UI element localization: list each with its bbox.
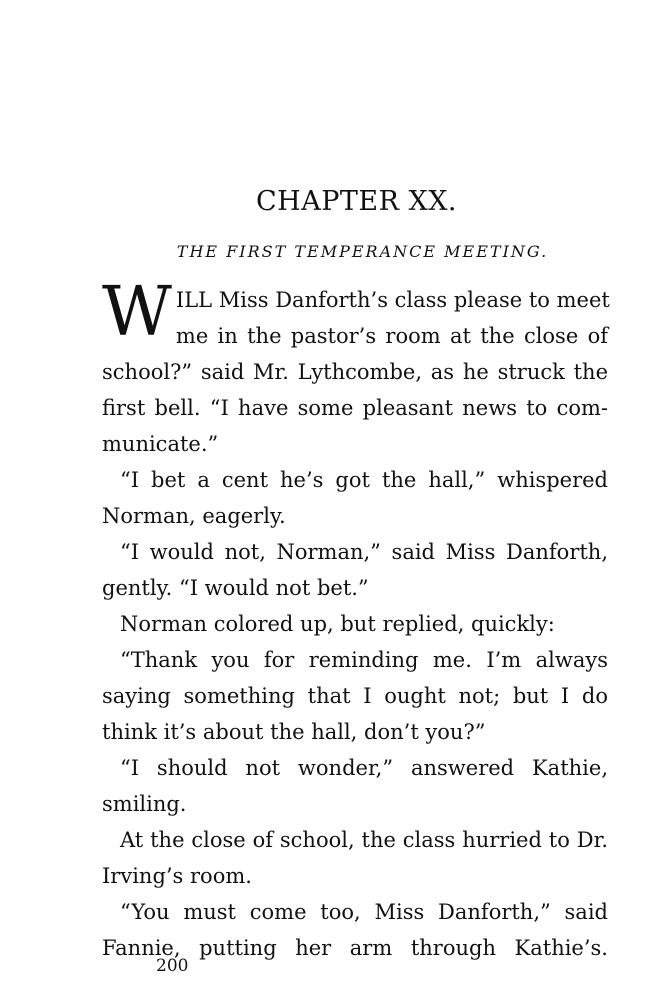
text-line: Norman, eagerly. [102,504,286,528]
text-line: “I would not, Norman,” said Miss Danforth, [120,540,608,564]
page-number: 200 [156,956,189,976]
drop-cap: W [102,273,172,352]
text-line: “Thank you for reminding me. I’m always [120,648,608,672]
text-line: ILL Miss Danforth’s class please to meet [175,288,610,312]
text-line: Norman colored up, but replied, quickly: [120,612,555,636]
text-line: Fannie, putting her arm through Kathie’s. [102,936,608,960]
text-line: gently. “I would not bet.” [102,576,369,600]
text-line: At the close of school, the class hurried to Dr. [120,828,608,852]
text-line: first bell. “I have some pleasant news to com- [102,396,608,420]
text-line: school?” said Mr. Lythcombe, as he struck the [102,360,608,384]
text-line: saying something that I ought not; but I do [102,684,608,708]
text-line: Irving’s room. [102,864,252,888]
chapter-subtitle: THE FIRST TEMPERANCE MEETING. [176,242,549,261]
body-text [102,273,610,966]
text-line: think it’s about the hall, don’t you?” [102,720,486,744]
text-line: municate.” [102,432,219,456]
text-line: “I should not wonder,” answered Kathie, [120,756,608,780]
text-line: me in the pastor’s room at the close of [175,324,608,348]
text-line: “You must come too, Miss Danforth,” said [120,900,608,924]
chapter-title: CHAPTER XX. [255,186,458,217]
text-line: smiling. [102,792,187,816]
text-line: “I bet a cent he’s got the hall,” whispered [120,468,608,492]
